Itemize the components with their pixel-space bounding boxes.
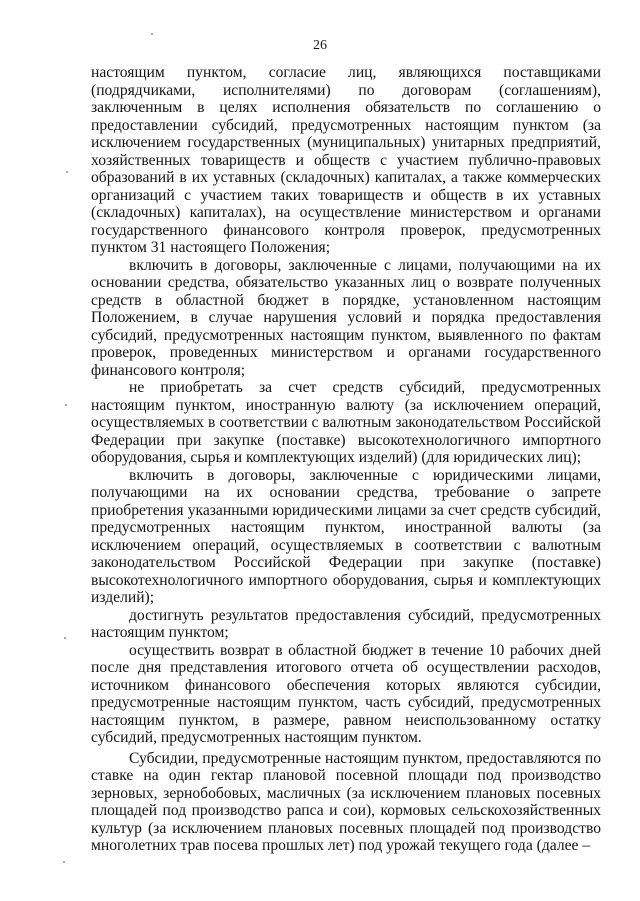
- paragraph: достигнуть результатов предоставления субсидий, предусмотренных настоящим пунктом;: [91, 606, 601, 641]
- scan-speck: [63, 861, 65, 863]
- page-number: 26: [313, 38, 327, 53]
- scan-speck: [66, 171, 68, 173]
- scan-speck: [64, 637, 66, 639]
- paragraph: включить в договоры, заключенные с юридическими лицами, получающими на их основании средства, требование о запрете приобретения указанными юридическими лицами за счет средств субсидий, предусмотренных настоящим пунктом, иностранной валюты (за исключением операций, осуществляемых в соответствии с валютным законодательством Российской Федерации при закупке (поставке) высокотехнологичного импортного оборудования, сырья и комплектующих изделий);: [91, 466, 601, 606]
- scan-speck: [65, 404, 67, 406]
- paragraph: включить в договоры, заключенные с лицами, получающими на их основании средства, обязательство указанных лиц о возврате полученных средств в областной бюджет в порядке, установленном настоящим Положением, в случае нарушения условий и порядка предоставления субсидий, предусмотренных настоящим пунктом, выявленного по фактам проверок, проведенных министерством и органами государственного финансового контроля;: [91, 256, 601, 379]
- paragraph: настоящим пунктом, согласие лиц, являющихся поставщиками (подрядчиками, исполнителями) по договорам (соглашениям), заключенным в целях исполнения обязательств по соглашению о предоставлении субсидий, предусмотренных настоящим пунктом (за исключением государственных (муниципальных) унитарных предприятий, хозяйственных товариществ и обществ с участием публично-правовых образований в их уставных (складочных) капиталах, а также коммерческих организаций с участием таких товариществ и обществ в их уставных (складочных) капиталах), на осуществление министерством и органами государственного финансового контроля проверок, предусмотренных пунктом 31 настоящего Положения;: [91, 64, 601, 256]
- paragraph: не приобретать за счет средств субсидий, предусмотренных настоящим пунктом, иностранную валюту (за исключением операций, осуществляемых в соответствии с валютным законодательством Российской Федерации при закупке (поставке) высокотехнологичного импортного оборудования, сырья и комплектующих изделий) (для юридических лиц);: [91, 379, 601, 466]
- paragraph: Субсидии, предусмотренные настоящим пунктом, предоставляются по ставке на один гектар плановой посевной площади под производство зерновых, зернобобовых, масличных (за исключением плановых посевных площадей под производство рапса и сои), кормовых сельскохозяйственных культур (за исключением плановых посевных площадей под производство многолетних трав посева прошлых лет) под урожай текущего года (далее –: [91, 749, 601, 854]
- document-body: [91, 64, 601, 855]
- paragraph: осуществить возврат в областной бюджет в течение 10 рабочих дней после дня представления итогового отчета об осуществлении расходов, источником финансового обеспечения которых являются субсидии, предусмотренные настоящим пунктом, часть субсидий, предусмотренных настоящим пунктом, в размере, равном неиспользованному остатку субсидий, предусмотренных настоящим пунктом.: [91, 641, 601, 746]
- scan-speck: [151, 33, 153, 35]
